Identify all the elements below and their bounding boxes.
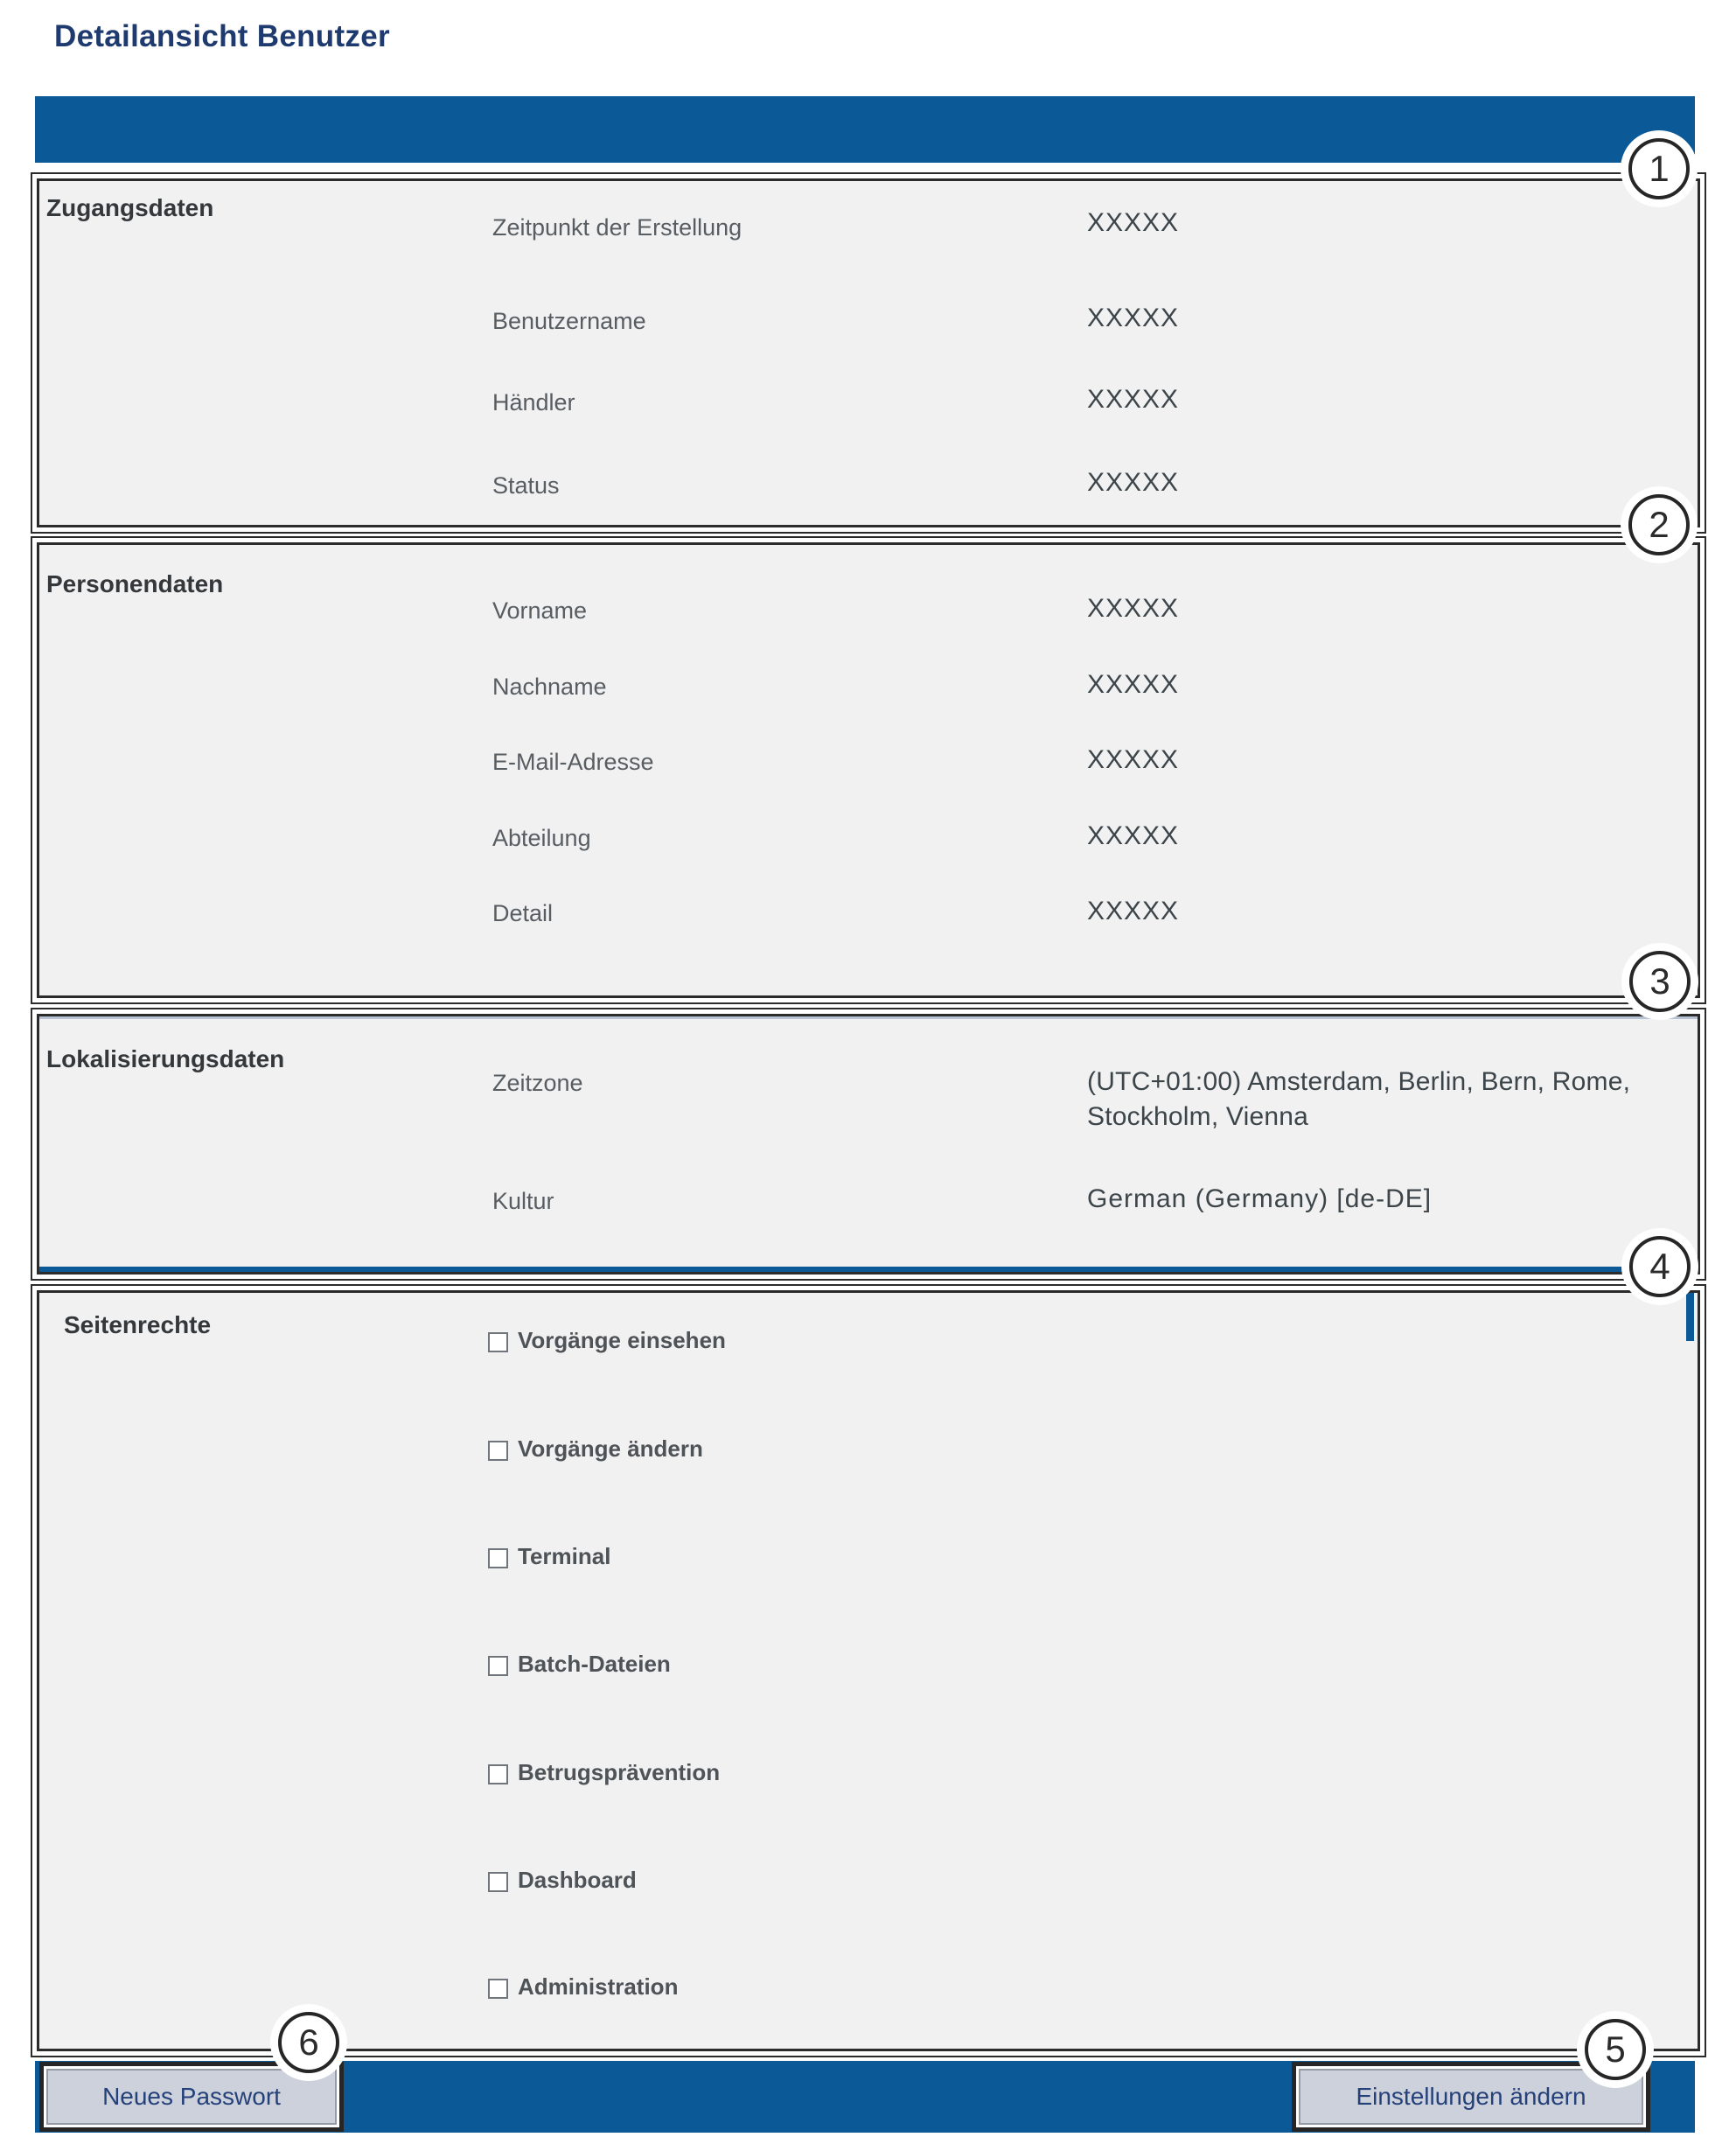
einstellungen-aendern-button[interactable]: Einstellungen ändern xyxy=(1299,2069,1643,2125)
checkbox-label-vorgaenge-aendern: Vorgänge ändern xyxy=(518,1435,703,1462)
field-label-abteilung: Abteilung xyxy=(492,825,591,851)
field-value-vorname: XXXXX xyxy=(1087,594,1180,623)
section-title-personendaten: Personendaten xyxy=(46,570,224,597)
field-label-haendler: Händler xyxy=(492,389,575,416)
field-label-vorname: Vorname xyxy=(492,597,588,624)
field-value-abteilung: XXXXX xyxy=(1087,821,1180,850)
field-value-zeitzone: (UTC+01:00) Amsterdam, Berlin, Bern, Rome, Stockholm, Vienna xyxy=(1087,1067,1631,1131)
header-bar xyxy=(35,96,1695,163)
checkbox-label-betrugspraevention: Betrugsprävention xyxy=(518,1759,721,1785)
section-title-zugangsdaten: Zugangsdaten xyxy=(46,194,214,221)
field-value-detail: XXXXX xyxy=(1087,897,1180,925)
checkbox-label-terminal: Terminal xyxy=(518,1543,611,1569)
field-value-status: XXXXX xyxy=(1087,468,1180,497)
checkbox-betrugspraevention[interactable] xyxy=(488,1764,508,1784)
checkbox-label-dashboard: Dashboard xyxy=(518,1867,637,1893)
section-bottom-rule xyxy=(39,1267,1698,1272)
callout-2: 2 xyxy=(1628,494,1690,555)
section-zugangsdaten xyxy=(31,172,1706,534)
section-personendaten xyxy=(31,536,1706,1004)
field-label-zeitpunkt-der-erstellung: Zeitpunkt der Erstellung xyxy=(492,214,743,241)
callout-6: 6 xyxy=(278,2012,339,2073)
section-top-rule xyxy=(39,1016,1698,1019)
checkbox-vorgaenge-aendern[interactable] xyxy=(488,1441,508,1461)
section-zugangsdaten-panel xyxy=(37,178,1700,527)
checkbox-vorgaenge-einsehen[interactable] xyxy=(488,1332,508,1352)
checkbox-batch-dateien[interactable] xyxy=(488,1656,508,1676)
annotation-frame-neues-passwort xyxy=(39,2062,344,2132)
field-value-zeitpunkt-der-erstellung: XXXXX xyxy=(1087,208,1180,237)
callout-1: 1 xyxy=(1628,138,1690,199)
callout-3: 3 xyxy=(1629,951,1691,1012)
field-label-status: Status xyxy=(492,472,560,499)
field-value-nachname: XXXXX xyxy=(1087,670,1180,699)
page-title: Detailansicht Benutzer xyxy=(54,19,390,53)
field-label-kultur: Kultur xyxy=(492,1188,554,1214)
field-value-email-adresse: XXXXX xyxy=(1087,745,1180,774)
field-label-nachname: Nachname xyxy=(492,674,607,700)
section-personendaten-panel xyxy=(37,542,1700,998)
field-value-kultur: German (Germany) [de-DE] xyxy=(1087,1184,1433,1213)
checkbox-label-administration: Administration xyxy=(518,1973,679,2000)
scroll-accent xyxy=(1686,1293,1694,1341)
checkbox-administration[interactable] xyxy=(488,1979,508,1999)
section-lokalisierungsdaten-panel xyxy=(37,1014,1700,1275)
section-title-seitenrechte: Seitenrechte xyxy=(64,1311,212,1338)
field-label-zeitzone: Zeitzone xyxy=(492,1070,583,1096)
section-title-lokalisierungsdaten: Lokalisierungsdaten xyxy=(46,1045,285,1072)
checkbox-terminal[interactable] xyxy=(488,1548,508,1568)
field-value-benutzername: XXXXX xyxy=(1087,304,1180,332)
callout-5: 5 xyxy=(1585,2019,1646,2080)
field-label-email-adresse: E-Mail-Adresse xyxy=(492,749,654,775)
checkbox-label-batch-dateien: Batch-Dateien xyxy=(518,1651,671,1677)
section-lokalisierungsdaten xyxy=(31,1008,1706,1281)
checkbox-dashboard[interactable] xyxy=(488,1872,508,1892)
field-label-detail: Detail xyxy=(492,900,554,926)
callout-4: 4 xyxy=(1629,1236,1691,1297)
section-seitenrechte-panel xyxy=(37,1290,1700,2051)
section-seitenrechte xyxy=(31,1284,1706,2057)
field-value-haendler: XXXXX xyxy=(1087,385,1180,414)
neues-passwort-button[interactable]: Neues Passwort xyxy=(46,2069,337,2125)
checkbox-label-vorgaenge-einsehen: Vorgänge einsehen xyxy=(518,1327,726,1353)
field-label-benutzername: Benutzername xyxy=(492,308,646,334)
